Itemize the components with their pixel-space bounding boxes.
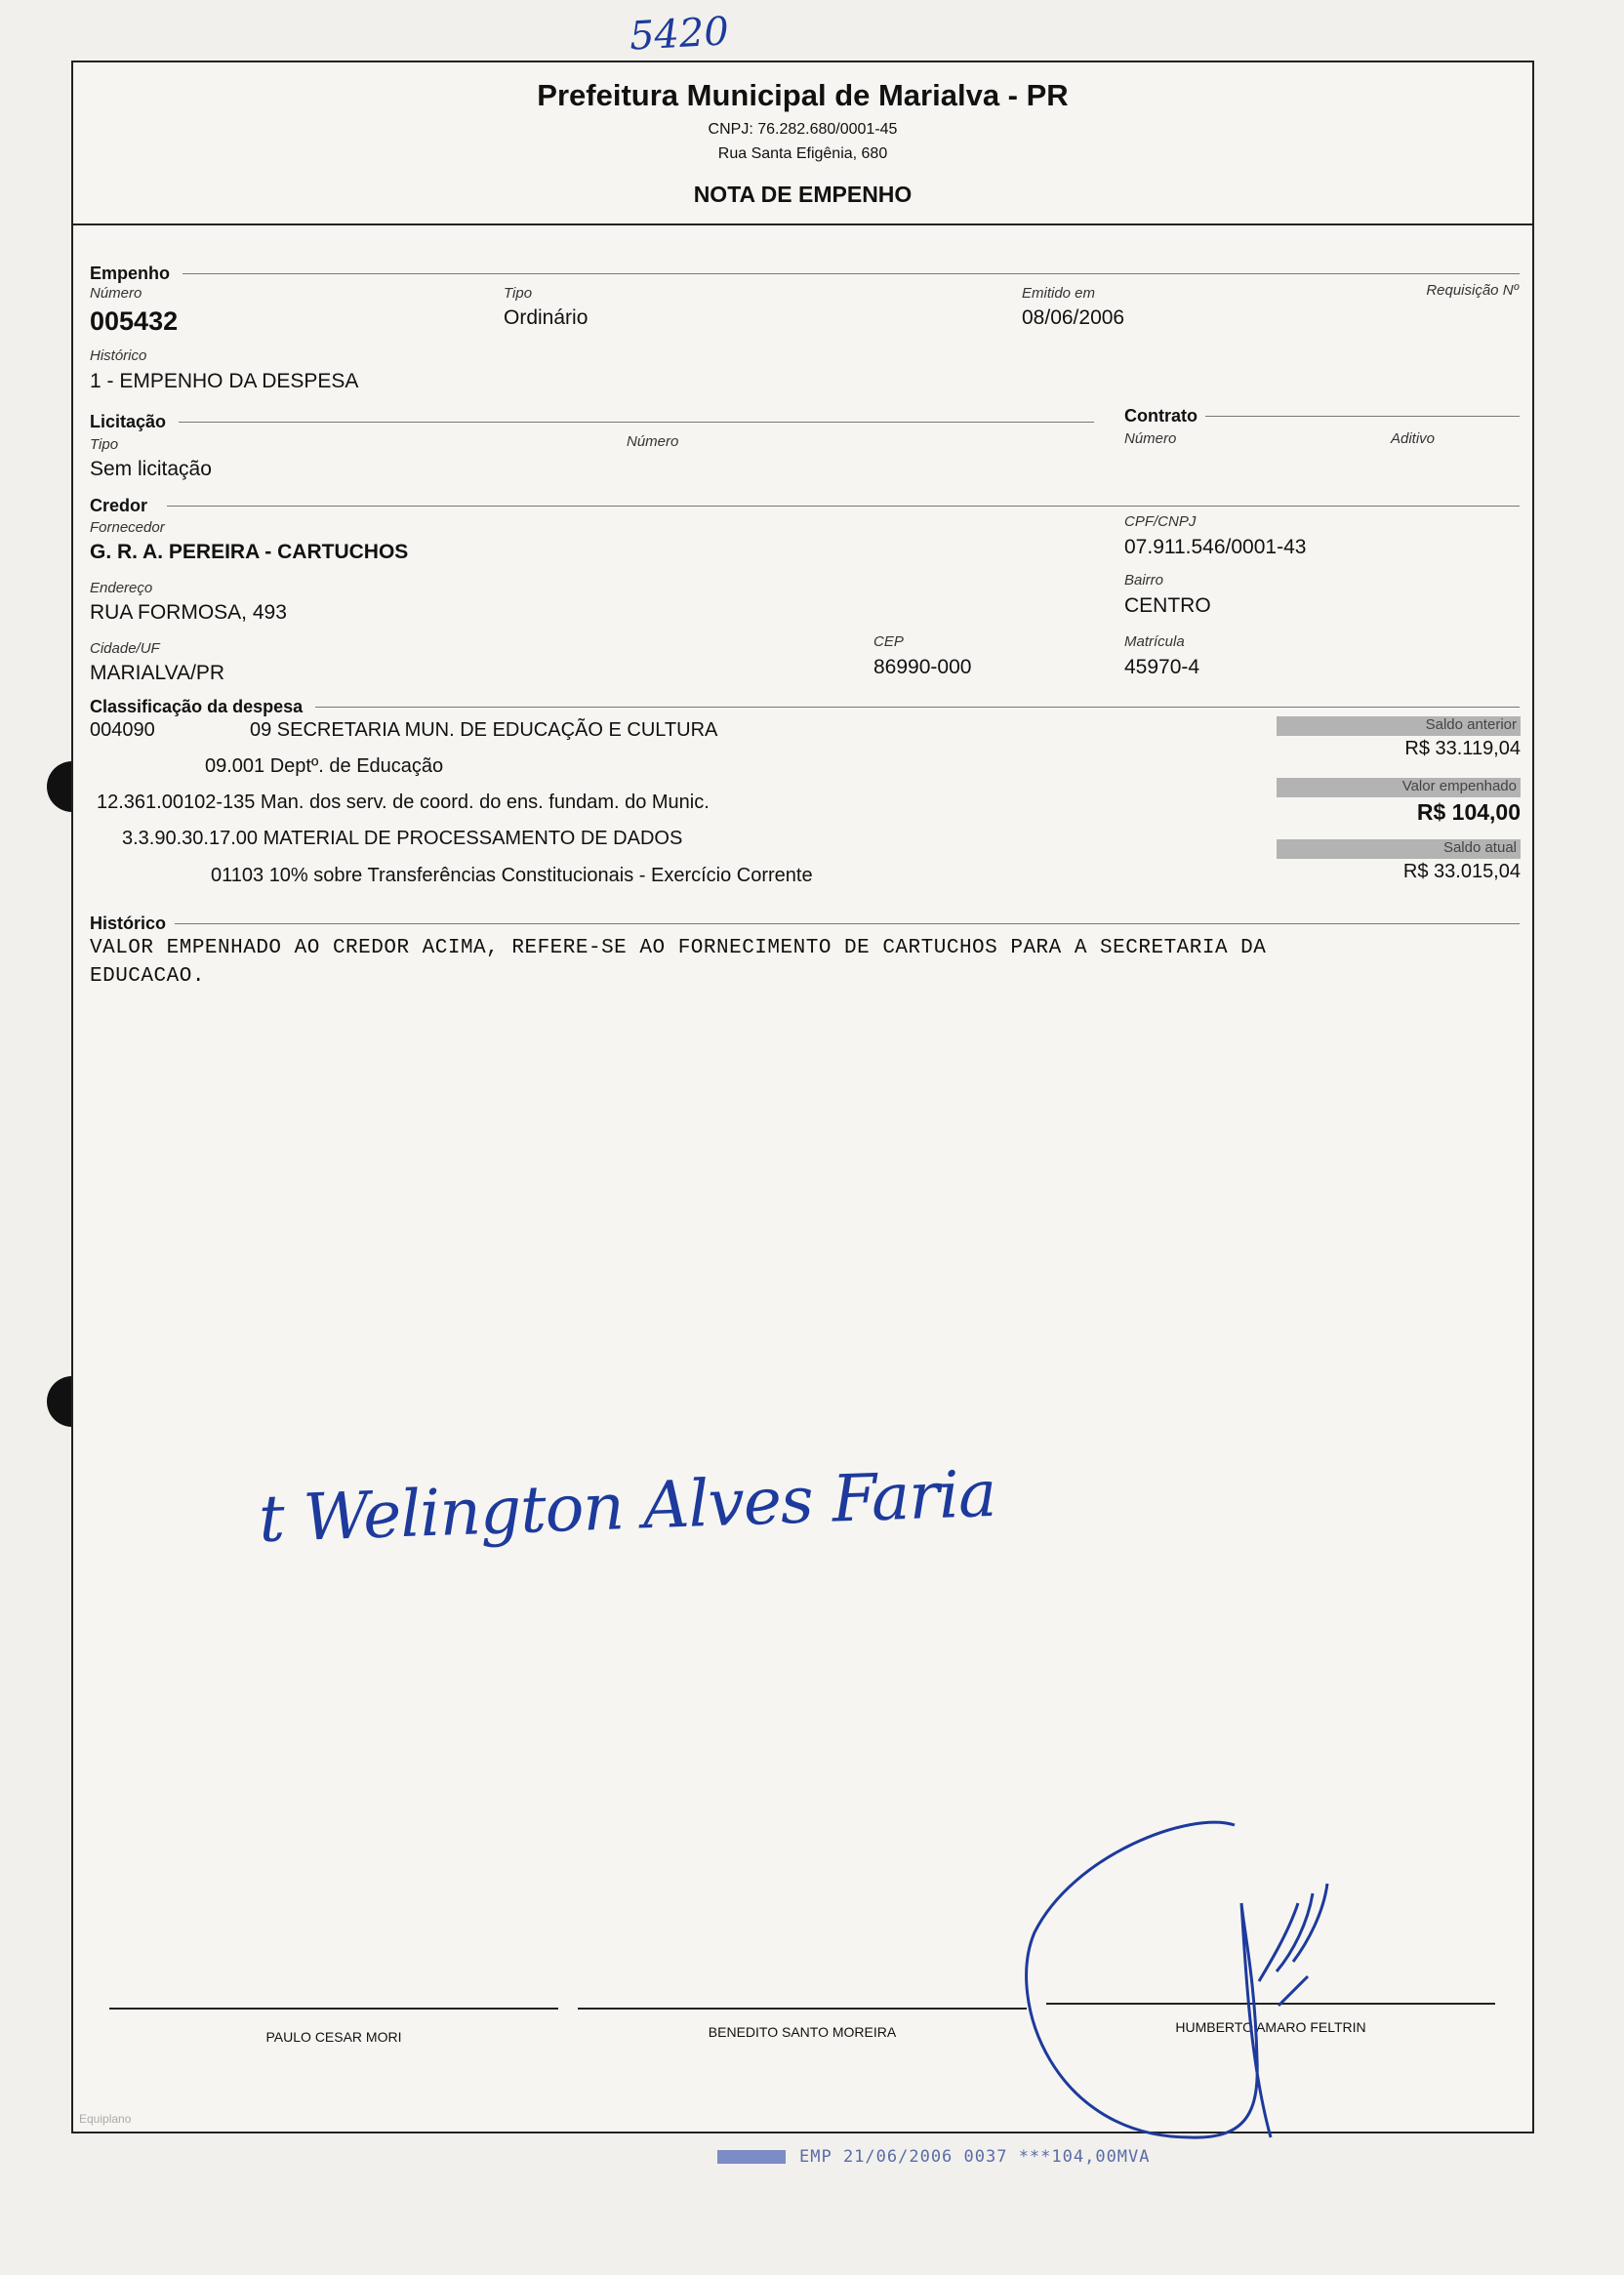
- endereco-value: RUA FORMOSA, 493: [90, 601, 287, 624]
- section-contrato: Contrato: [1124, 406, 1198, 426]
- cidade-label: Cidade/UF: [90, 640, 160, 657]
- section-rule: [315, 707, 1520, 708]
- section-credor: Credor: [90, 496, 148, 515]
- section-rule: [179, 422, 1094, 423]
- section-empenho: Empenho: [90, 264, 171, 283]
- section-rule: [175, 923, 1520, 924]
- licitacao-numero-label: Número: [627, 433, 679, 450]
- historico-text-line-1: VALOR EMPENHADO AO CREDOR ACIMA, REFERE-SE AO FORNECIMENTO DE CARTUCHOS PARA A SECRETARIA DA: [90, 937, 1267, 959]
- page-title: Prefeitura Municipal de Marialva - PR: [537, 78, 1069, 112]
- stamp-text: EMP 21/06/2006 0037 ***104,00MVA: [799, 2147, 1151, 2167]
- handwritten-number: 5420: [628, 9, 730, 60]
- section-rule: [167, 506, 1520, 507]
- header-address: Rua Santa Efigênia, 680: [717, 145, 888, 162]
- saldo-anterior-value: R$ 33.119,04: [1404, 738, 1521, 759]
- signature-line-1: [109, 2008, 558, 2010]
- historico-value: 1 - EMPENHO DA DESPESA: [90, 370, 359, 392]
- saldo-atual-label: Saldo atual: [1277, 839, 1521, 859]
- numero-label: Número: [90, 285, 142, 302]
- protocol-stamp: [717, 2147, 1151, 2167]
- cpf-label: CPF/CNPJ: [1124, 513, 1197, 530]
- empenho-number: 005432: [90, 306, 179, 336]
- section-classificacao: Classificação da despesa: [90, 697, 304, 716]
- valor-empenhado-label: Valor empenhado: [1277, 778, 1521, 797]
- saldo-atual-value: R$ 33.015,04: [1402, 861, 1521, 882]
- section-historico: Histórico: [90, 914, 167, 933]
- requisicao-label: Requisição Nº: [1426, 282, 1519, 299]
- tipo-value: Ordinário: [504, 306, 589, 329]
- handwritten-name: t Welington Alves Faria: [257, 1455, 997, 1558]
- classificacao-line-4: 3.3.90.30.17.00 MATERIAL DE PROCESSAMENTO DE DADOS: [122, 828, 683, 849]
- historico-label: Histórico: [90, 347, 147, 364]
- footer-software-label: Equiplano: [79, 2112, 132, 2126]
- matricula-label: Matrícula: [1124, 633, 1185, 650]
- classificacao-code: 004090: [90, 719, 155, 741]
- cpf-value: 07.911.546/0001-43: [1124, 536, 1307, 558]
- header-cnpj: CNPJ: 76.282.680/0001-45: [708, 121, 898, 138]
- classificacao-line-5: 01103 10% sobre Transferências Constitucionais - Exercício Corrente: [211, 865, 813, 886]
- cep-value: 86990-000: [873, 656, 972, 678]
- signature-mark: [1015, 1815, 1386, 2157]
- header-divider: [73, 223, 1532, 225]
- endereco-label: Endereço: [90, 580, 153, 596]
- licitacao-tipo-value: Sem licitação: [90, 458, 212, 480]
- emitido-label: Emitido em: [1022, 285, 1096, 302]
- fornecedor-value: G. R. A. PEREIRA - CARTUCHOS: [90, 541, 409, 563]
- cidade-value: MARIALVA/PR: [90, 662, 225, 684]
- signature-line-2: [578, 2008, 1027, 2010]
- bairro-label: Bairro: [1124, 572, 1164, 589]
- bairro-value: CENTRO: [1124, 594, 1211, 617]
- stamp-logo-icon: [717, 2150, 786, 2164]
- classificacao-line-2: 09.001 Deptº. de Educação: [205, 755, 444, 777]
- contrato-aditivo-label: Aditivo: [1391, 430, 1436, 447]
- section-rule: [183, 273, 1520, 274]
- saldo-anterior-label: Saldo anterior: [1277, 716, 1521, 736]
- section-rule: [1205, 416, 1520, 417]
- cep-label: CEP: [873, 633, 904, 650]
- section-licitacao: Licitação: [90, 412, 167, 431]
- matricula-value: 45970-4: [1124, 656, 1200, 678]
- doc-title: NOTA DE EMPENHO: [693, 182, 913, 207]
- contrato-numero-label: Número: [1124, 430, 1177, 447]
- signature-name-2: BENEDITO SANTO MOREIRA: [708, 2024, 897, 2040]
- classificacao-line-1: 09 SECRETARIA MUN. DE EDUCAÇÃO E CULTURA: [250, 719, 718, 741]
- historico-text-line-2: EDUCACAO.: [90, 965, 205, 988]
- classificacao-line-3: 12.361.00102-135 Man. dos serv. de coord. do ens. fundam. do Munic.: [97, 792, 710, 813]
- signature-name-3: HUMBERTO AMARO FELTRIN: [1175, 2019, 1366, 2035]
- emitido-value: 08/06/2006: [1022, 306, 1125, 329]
- fornecedor-label: Fornecedor: [90, 519, 165, 536]
- tipo-label: Tipo: [504, 285, 533, 302]
- signature-name-1: PAULO CESAR MORI: [265, 2029, 402, 2045]
- licitacao-tipo-label: Tipo: [90, 436, 119, 453]
- valor-empenhado-value: R$ 104,00: [1416, 799, 1521, 825]
